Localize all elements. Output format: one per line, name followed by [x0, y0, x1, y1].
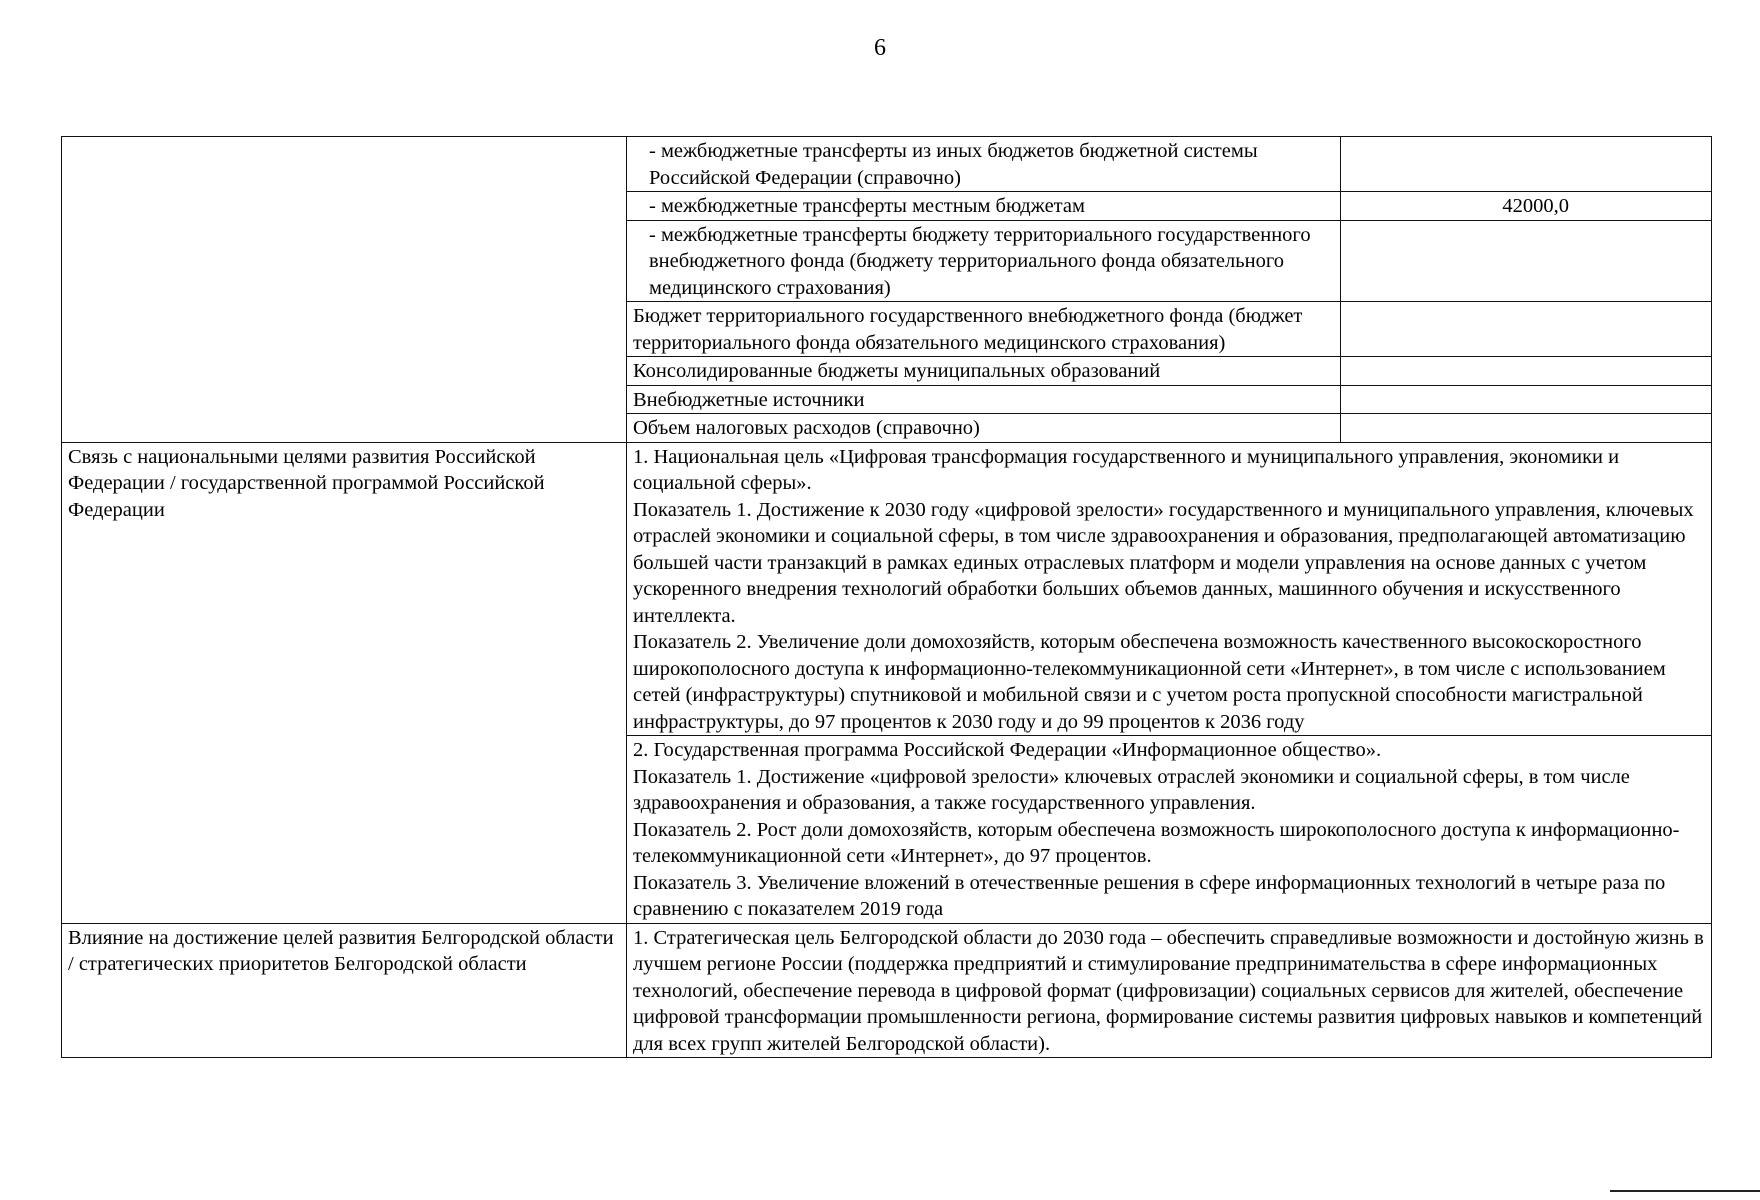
national-goals-label: Связь с национальными целями развития Российской Федерации / государственной программой Российской Федерации — [62, 442, 627, 923]
regional-goals-label: Влияние на достижение целей развития Белгородской области / стратегических приоритетов Белгородской области — [62, 923, 627, 1058]
row-value — [1341, 137, 1712, 192]
row-value — [1341, 220, 1712, 302]
regional-goal-text: 1. Стратегическая цель Белгородской области до 2030 года – обеспечить справедливые возможности и достойную жизнь в лучшем регионе России (поддержка предприятий и стимулирование предпринимательства в сфере информационных технологий, обеспечение перевода в цифровой формат (цифровизации) социальных сервисов для жителей, обеспечение цифровой трансформации промышленности региона, формирование системы развития цифровых навыков и компетенций для всех групп жителей Белгородской области). — [627, 923, 1712, 1058]
empty-label-cell — [62, 137, 627, 443]
table-row — [62, 442, 1712, 736]
row-label: Внебюджетные источники — [627, 385, 1341, 414]
row-label: Объем налоговых расходов (справочно) — [627, 414, 1341, 443]
passport-table — [61, 136, 1712, 1058]
row-value — [1341, 385, 1712, 414]
row-label: Консолидированные бюджеты муниципальных образований — [627, 357, 1341, 386]
row-value — [1341, 302, 1712, 357]
row-value — [1341, 357, 1712, 386]
state-program-title: 2. Государственная программа Российской Федерации «Информационное общество». — [633, 739, 1382, 761]
row-label: - межбюджетные трансферты местным бюджетам — [627, 192, 1341, 221]
indicator-text: Показатель 1. Достижение к 2030 году «цифровой зрелости» государственного и муниципального управления, ключевых отраслей экономики и социальной сферы, в том числе здравоохранения и образования, предполагающей автоматизацию большей части транзакций в рамках единых отраслевых платформ и модели управления на основе данных с учетом ускоренного внедрения технологий обработки больших объемов данных, машинного обучения и искусственного интеллекта. — [633, 498, 1694, 627]
page-number: 6 — [874, 35, 886, 61]
row-value: 42000,0 — [1341, 192, 1712, 221]
indicator-text: Показатель 3. Увеличение вложений в отечественные решения в сфере информационных технологий в четыре раза по сравнению с показателем 2019 года — [633, 871, 1666, 920]
row-label: - межбюджетные трансферты бюджету территориального государственного внебюджетного фонда (бюджету территориального фонда обязательного медицинского страхования) — [627, 220, 1341, 302]
indicator-text: Показатель 1. Достижение «цифровой зрелости» ключевых отраслей экономики и социальной сферы, в том числе здравоохранения и образования, а также государственного управления. — [633, 765, 1630, 814]
row-label: - межбюджетные трансферты из иных бюджетов бюджетной системы Российской Федерации (справочно) — [627, 137, 1341, 192]
row-value — [1341, 414, 1712, 443]
row-label: Бюджет территориального государственного внебюджетного фонда (бюджет территориального фонда обязательного медицинского страхования) — [627, 302, 1341, 357]
indicator-text: Показатель 2. Увеличение доли домохозяйств, которым обеспечена возможность качественного высокоскоростного широкополосного доступа к информационно-телекоммуникационной сети «Интернет», в том числе с использованием сетей (инфраструктуры) спутниковой и мобильной связи и с учетом роста пропускной способности магистральной инфраструктуры, до 97 процентов к 2030 году и до 99 процентов к 2036 году — [633, 631, 1666, 733]
state-program-block — [627, 736, 1712, 924]
scan-edge-line — [1610, 1190, 1760, 1192]
national-goal-title: 1. Национальная цель «Цифровая трансформация государственного и муниципального управления, экономики и социальной сферы». — [633, 445, 1620, 494]
table-row — [62, 923, 1712, 1058]
national-goal-block — [627, 442, 1712, 736]
table-row — [62, 137, 1712, 192]
indicator-text: Показатель 2. Рост доли домохозяйств, которым обеспечена возможность широкополосного доступа к информационно-телекоммуникационной сети «Интернет», до 97 процентов. — [633, 818, 1680, 867]
